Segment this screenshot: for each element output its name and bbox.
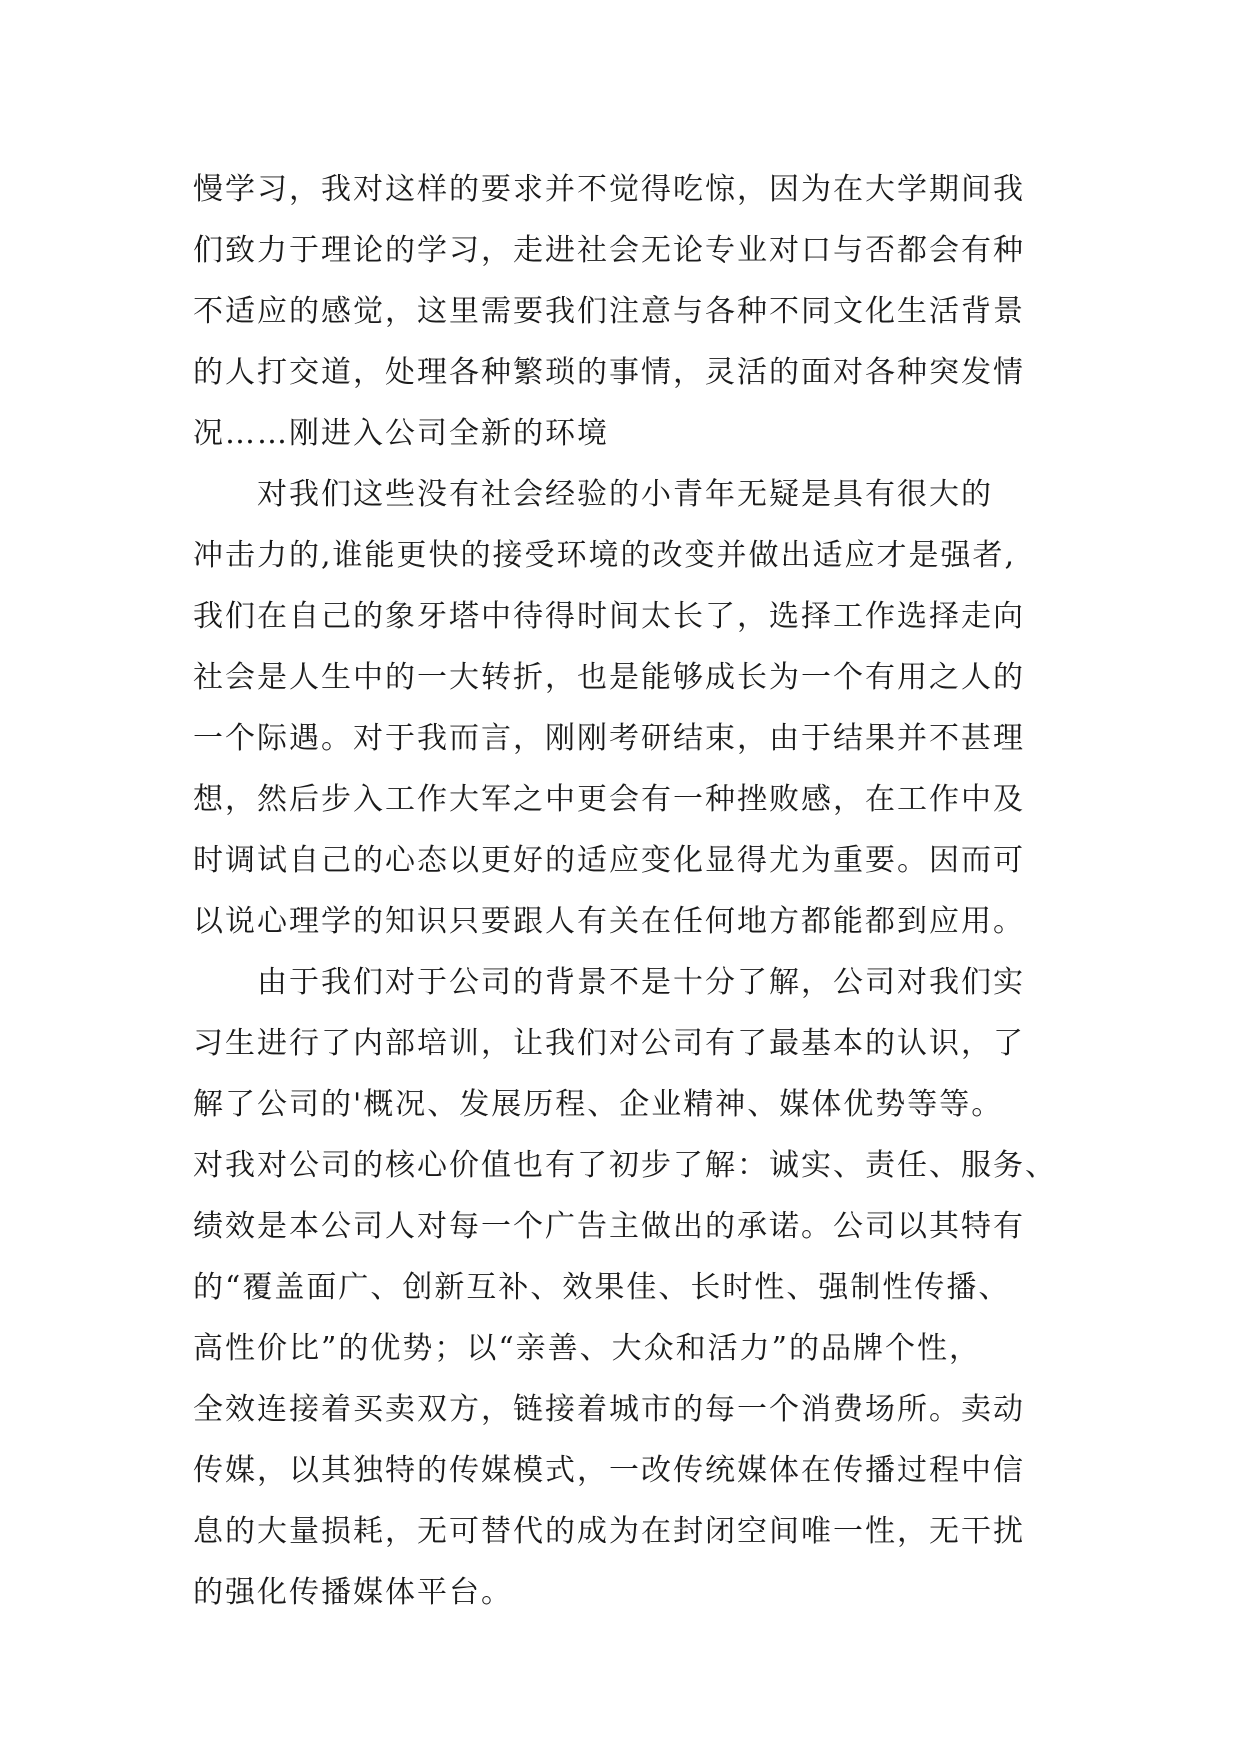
text-line: 以说心理学的知识只要跟人有关在任何地方都能都到应用。 [193,904,1025,939]
text-line: 全效连接着买卖双方，链接着城市的每一个消费场所。卖动 [193,1392,1025,1427]
text-line: 社会是人生中的一大转折，也是能够成长为一个有用之人的 [193,660,1025,695]
text-line: 高性价比”的优势；以“亲善、大众和活力”的品牌个性， [193,1331,982,1366]
text-line: 况……刚进入公司全新的环境 [193,416,609,451]
paragraph-3 [193,952,1073,1623]
text-line: 一个际遇。对于我而言，刚刚考研结束，由于结果并不甚理 [193,721,1025,756]
text-line: 我们在自己的象牙塔中待得时间太长了，选择工作选择走向 [193,599,1025,634]
text-line: 想，然后步入工作大军之中更会有一种挫败感，在工作中及 [193,782,1025,817]
text-line: 传媒，以其独特的传媒模式，一改传统媒体在传播过程中信 [193,1453,1025,1488]
text-line: 时调试自己的心态以更好的适应变化显得尤为重要。因而可 [193,843,1025,878]
text-line: 解了公司的'概况、发展历程、企业精神、媒体优势等等。 [193,1087,1004,1122]
text-line: 们致力于理论的学习，走进社会无论专业对口与否都会有种 [193,233,1025,268]
text-line: 的“覆盖面广、创新互补、效果佳、长时性、强制性传播、 [193,1270,1011,1305]
text-line: 对我们这些没有社会经验的小青年无疑是具有很大的 [257,477,993,512]
text-line: 的强化传播媒体平台。 [193,1575,513,1610]
text-line: 息的大量损耗，无可替代的成为在封闭空间唯一性，无干扰 [193,1514,1025,1549]
text-line: 的人打交道，处理各种繁琐的事情，灵活的面对各种突发情 [193,355,1025,390]
paragraph-1 [193,159,1073,464]
text-line: 慢学习，我对这样的要求并不觉得吃惊，因为在大学期间我 [193,172,1025,207]
text-line: 习生进行了内部培训，让我们对公司有了最基本的认识，了 [193,1026,1025,1061]
text-line: 对我对公司的核心价值也有了初步了解：诚实、责任、服务、 [193,1148,1057,1183]
text-line: 冲击力的,谁能更快的接受环境的改变并做出适应才是强者, [193,538,1017,573]
text-line: 绩效是本公司人对每一个广告主做出的承诺。公司以其特有 [193,1209,1025,1244]
paragraph-2 [193,464,1073,952]
text-line: 不适应的感觉，这里需要我们注意与各种不同文化生活背景 [193,294,1025,329]
body-text [193,159,1073,1623]
text-line: 由于我们对于公司的背景不是十分了解，公司对我们实 [257,965,1025,1000]
